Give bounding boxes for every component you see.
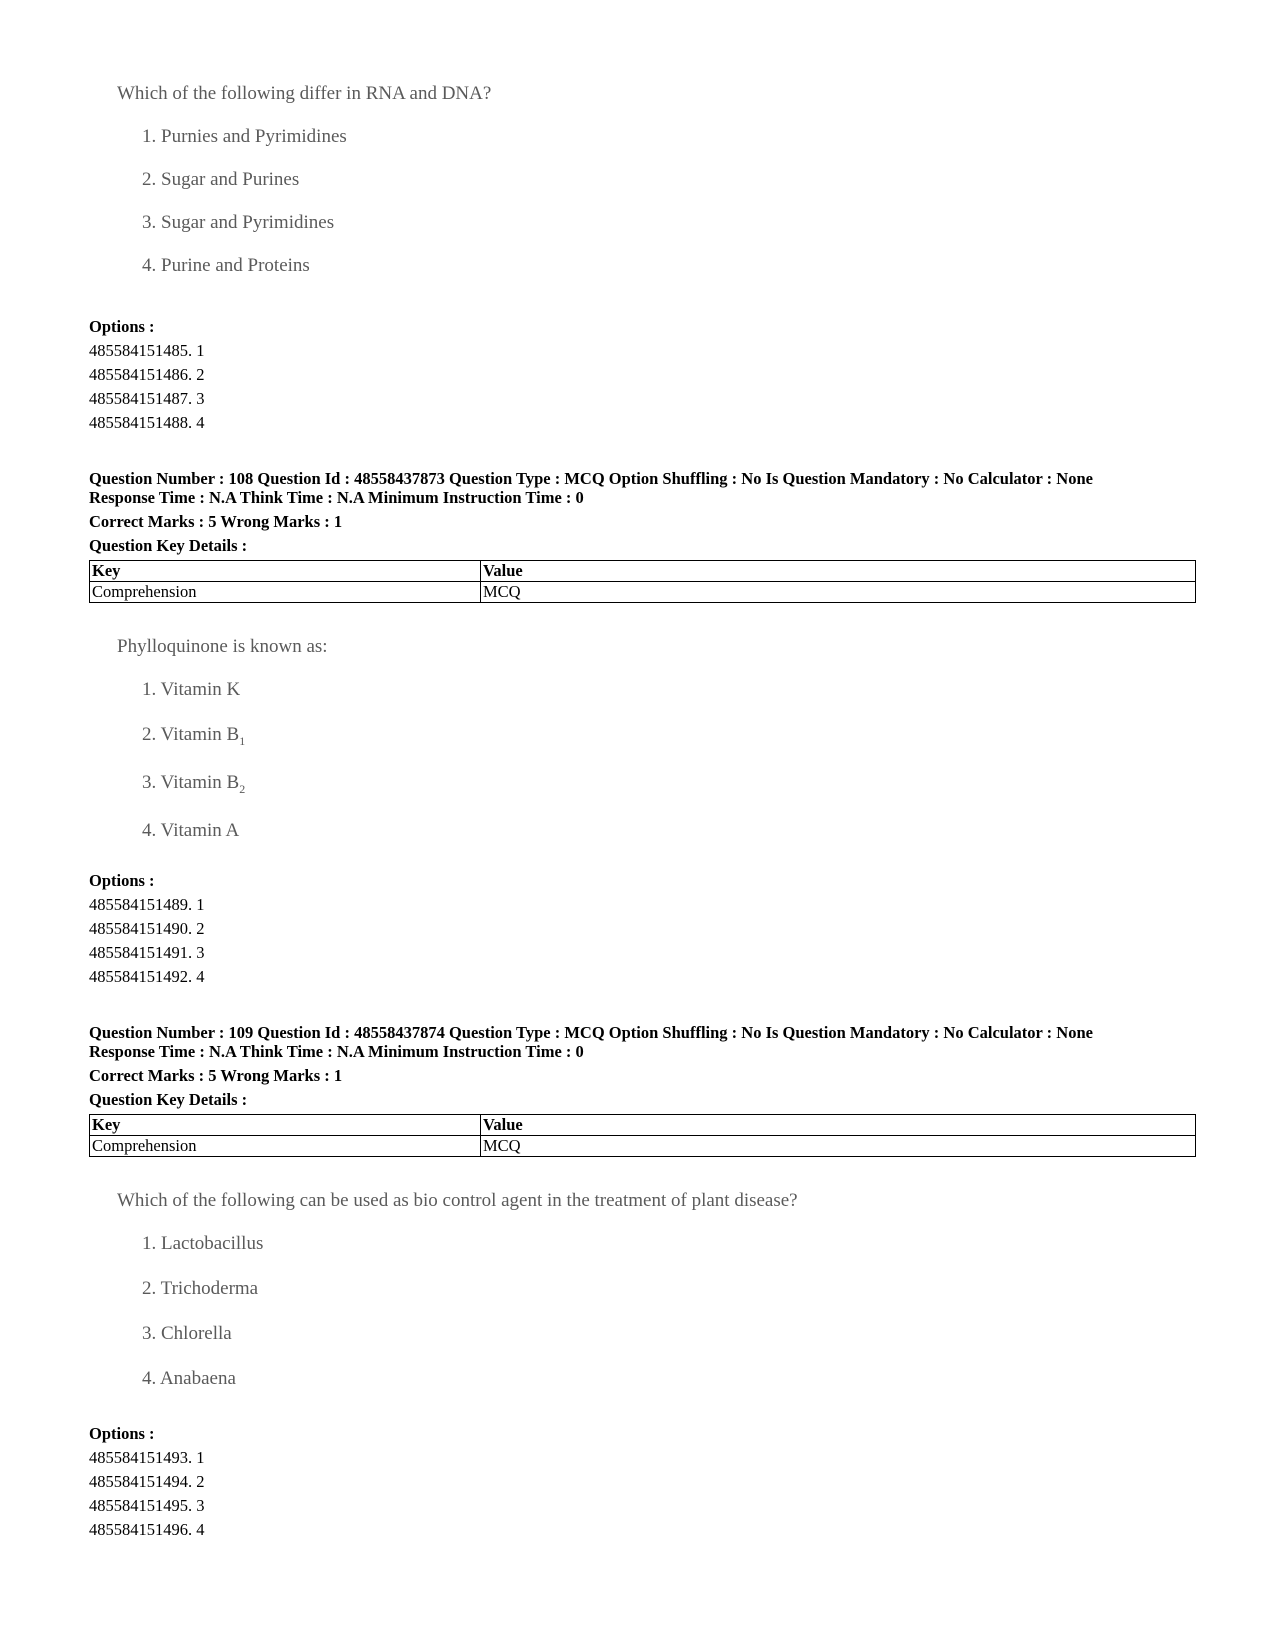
table-header-value: Value (481, 561, 1196, 582)
option-id: 485584151496. 4 (89, 1520, 205, 1539)
option-id: 485584151490. 2 (89, 919, 205, 938)
table-cell-value: MCQ (481, 582, 1196, 603)
question-key-details-label: Question Key Details : (89, 1090, 248, 1109)
table-header-value: Value (481, 1115, 1196, 1136)
option-id: 485584151495. 3 (89, 1496, 205, 1515)
question-option: 2. Trichoderma (142, 1278, 259, 1299)
options-label: Options : (89, 1424, 155, 1443)
question-option: 3. Sugar and Pyrimidines (142, 212, 335, 233)
options-label: Options : (89, 317, 155, 336)
option-id: 485584151494. 2 (89, 1472, 205, 1491)
option-id: 485584151491. 3 (89, 943, 205, 962)
question-option: 3. Vitamin $B_2$ (142, 772, 246, 796)
table-row (90, 582, 1196, 603)
option-id: 485584151485. 1 (89, 341, 205, 360)
question-key-details-label: Question Key Details : (89, 536, 248, 555)
table-cell-key: Comprehension (90, 1136, 481, 1157)
question-option: 4. Anabaena (142, 1368, 236, 1389)
question-header-line1: Question Number : 108 Question Id : 48558437873 Question Type : MCQ Option Shuffling : No Is Question Mandatory : No Calculator : None (89, 469, 1093, 488)
question-header-line2: Response Time : N.A Think Time : N.A Minimum Instruction Time : 0 (89, 1042, 584, 1061)
option-id: 485584151486. 2 (89, 365, 205, 384)
table-header-key: Key (90, 561, 481, 582)
question-option: 2. Sugar and Purines (142, 169, 300, 190)
table-cell-value: MCQ (481, 1136, 1196, 1157)
question-option: 1. Purnies and Pyrimidines (142, 126, 347, 147)
options-label: Options : (89, 871, 155, 890)
table-header-row (90, 1115, 1196, 1136)
option-id: 485584151493. 1 (89, 1448, 205, 1467)
question-marks: Correct Marks : 5 Wrong Marks : 1 (89, 1066, 343, 1085)
question-option: 4. Vitamin A (142, 820, 240, 841)
question-key-table (89, 560, 1196, 603)
option-id: 485584151487. 3 (89, 389, 205, 408)
option-id: 485584151488. 4 (89, 413, 205, 432)
question-key-table (89, 1114, 1196, 1157)
question-option: 4. Purine and Proteins (142, 255, 310, 276)
table-header-row (90, 561, 1196, 582)
table-row (90, 1136, 1196, 1157)
question-stem: Which of the following differ in RNA and DNA? (117, 83, 492, 104)
option-id: 485584151489. 1 (89, 895, 205, 914)
question-option: 3. Chlorella (142, 1323, 232, 1344)
question-header-line1: Question Number : 109 Question Id : 48558437874 Question Type : MCQ Option Shuffling : No Is Question Mandatory : No Calculator : None (89, 1023, 1093, 1042)
question-stem: Which of the following can be used as bio control agent in the treatment of plant disease? (117, 1190, 798, 1211)
table-cell-key: Comprehension (90, 582, 481, 603)
question-option: 1. Lactobacillus (142, 1233, 264, 1254)
table-header-key: Key (90, 1115, 481, 1136)
question-stem: Phylloquinone is known as: (117, 636, 328, 657)
question-marks: Correct Marks : 5 Wrong Marks : 1 (89, 512, 343, 531)
question-option: 1. Vitamin K (142, 679, 241, 700)
option-id: 485584151492. 4 (89, 967, 205, 986)
question-option: 2. Vitamin $B_1$ (142, 724, 246, 748)
question-header-line2: Response Time : N.A Think Time : N.A Minimum Instruction Time : 0 (89, 488, 584, 507)
